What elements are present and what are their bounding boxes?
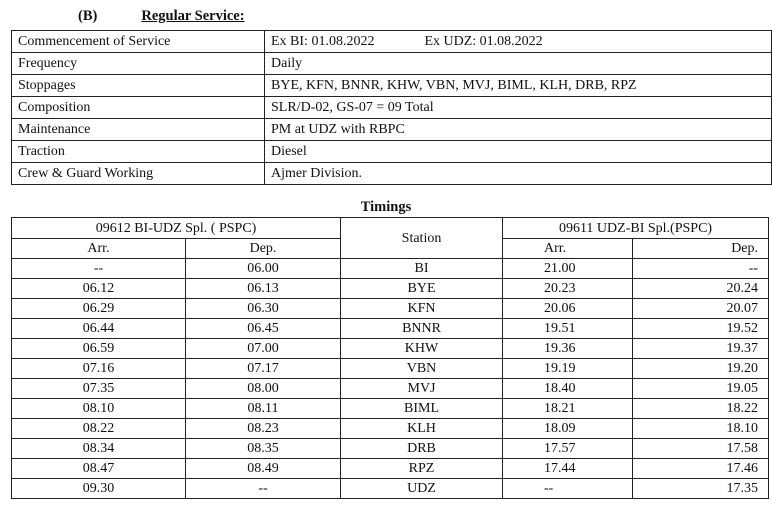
left-arr-cell: -- — [12, 259, 186, 279]
right-dep-cell: 20.24 — [633, 279, 769, 299]
left-dep-cell: 08.11 — [186, 399, 341, 419]
table-row — [12, 359, 769, 379]
left-dep-cell: 06.00 — [186, 259, 341, 279]
row-key: Composition — [12, 97, 265, 119]
left-train-header: 09612 BI-UDZ Spl. ( PSPC) — [12, 218, 341, 239]
station-cell: MVJ — [341, 379, 503, 399]
right-train-header: 09611 UDZ-BI Spl.(PSPC) — [503, 218, 769, 239]
right-arr-header: Arr. — [503, 239, 633, 259]
commencement-to: Ex UDZ: 01.08.2022 — [424, 33, 543, 49]
right-dep-cell: 17.58 — [633, 439, 769, 459]
station-cell: DRB — [341, 439, 503, 459]
right-arr-cell: 19.19 — [503, 359, 633, 379]
section-title: Regular Service: — [141, 8, 245, 24]
station-header: Station — [341, 218, 503, 259]
left-arr-cell: 06.12 — [12, 279, 186, 299]
right-dep-cell: 19.20 — [633, 359, 769, 379]
row-value: BYE, KFN, BNNR, KHW, VBN, MVJ, BIML, KLH, DRB, RPZ — [265, 75, 772, 97]
left-dep-cell: 08.23 — [186, 419, 341, 439]
right-dep-cell: 18.10 — [633, 419, 769, 439]
left-arr-cell: 08.22 — [12, 419, 186, 439]
table-row — [12, 379, 769, 399]
right-arr-cell: 19.36 — [503, 339, 633, 359]
right-arr-cell: 17.44 — [503, 459, 633, 479]
left-arr-cell: 06.59 — [12, 339, 186, 359]
left-dep-cell: 07.17 — [186, 359, 341, 379]
right-dep-header: Dep. — [633, 239, 769, 259]
table-row — [12, 31, 772, 53]
table-row — [12, 75, 772, 97]
section-label: (B) — [78, 8, 98, 24]
right-arr-cell: 18.40 — [503, 379, 633, 399]
left-dep-cell: 07.00 — [186, 339, 341, 359]
right-dep-cell: 18.22 — [633, 399, 769, 419]
right-arr-cell: 19.51 — [503, 319, 633, 339]
table-row — [12, 299, 769, 319]
right-arr-cell: 21.00 — [503, 259, 633, 279]
row-key: Commencement of Service — [12, 31, 265, 53]
table-row — [12, 259, 769, 279]
row-key: Traction — [12, 141, 265, 163]
table-row — [12, 339, 769, 359]
table-row — [12, 141, 772, 163]
station-cell: UDZ — [341, 479, 503, 499]
left-arr-cell: 07.16 — [12, 359, 186, 379]
station-cell: BNNR — [341, 319, 503, 339]
station-cell: RPZ — [341, 459, 503, 479]
station-cell: BIML — [341, 399, 503, 419]
left-arr-cell: 06.29 — [12, 299, 186, 319]
table-row — [12, 319, 769, 339]
left-arr-cell: 08.47 — [12, 459, 186, 479]
table-row — [12, 53, 772, 75]
right-arr-cell: 18.21 — [503, 399, 633, 419]
section-heading — [78, 8, 245, 25]
timings-table — [11, 217, 769, 499]
left-dep-cell: 08.00 — [186, 379, 341, 399]
left-arr-cell: 06.44 — [12, 319, 186, 339]
right-dep-cell: 17.35 — [633, 479, 769, 499]
station-cell: KLH — [341, 419, 503, 439]
left-dep-header: Dep. — [186, 239, 341, 259]
timings-title: Timings — [360, 199, 412, 215]
left-dep-cell: 06.13 — [186, 279, 341, 299]
table-row — [12, 479, 769, 499]
table-header-row — [12, 218, 769, 239]
row-value — [265, 31, 772, 53]
right-dep-cell: 19.37 — [633, 339, 769, 359]
right-dep-cell: -- — [633, 259, 769, 279]
table-row — [12, 419, 769, 439]
row-value: PM at UDZ with RBPC — [265, 119, 772, 141]
commencement-from: Ex BI: 01.08.2022 — [271, 33, 375, 49]
right-arr-cell: -- — [503, 479, 633, 499]
right-dep-cell: 19.05 — [633, 379, 769, 399]
table-row — [12, 399, 769, 419]
table-row — [12, 439, 769, 459]
table-row — [12, 119, 772, 141]
station-cell: BI — [341, 259, 503, 279]
row-key: Maintenance — [12, 119, 265, 141]
left-dep-cell: 08.35 — [186, 439, 341, 459]
row-key: Crew & Guard Working — [12, 163, 265, 185]
left-arr-cell: 08.10 — [12, 399, 186, 419]
right-dep-cell: 19.52 — [633, 319, 769, 339]
right-dep-cell: 17.46 — [633, 459, 769, 479]
right-arr-cell: 17.57 — [503, 439, 633, 459]
right-arr-cell: 18.09 — [503, 419, 633, 439]
left-arr-cell: 07.35 — [12, 379, 186, 399]
service-details-table — [11, 30, 772, 185]
table-row — [12, 97, 772, 119]
left-dep-cell: -- — [186, 479, 341, 499]
row-key: Frequency — [12, 53, 265, 75]
station-cell: KFN — [341, 299, 503, 319]
left-dep-cell: 06.30 — [186, 299, 341, 319]
station-cell: VBN — [341, 359, 503, 379]
left-dep-cell: 08.49 — [186, 459, 341, 479]
row-value: Daily — [265, 53, 772, 75]
station-cell: BYE — [341, 279, 503, 299]
right-arr-cell: 20.06 — [503, 299, 633, 319]
left-dep-cell: 06.45 — [186, 319, 341, 339]
row-value: SLR/D-02, GS-07 = 09 Total — [265, 97, 772, 119]
table-row — [12, 163, 772, 185]
row-value: Ajmer Division. — [265, 163, 772, 185]
row-key: Stoppages — [12, 75, 265, 97]
station-cell: KHW — [341, 339, 503, 359]
right-arr-cell: 20.23 — [503, 279, 633, 299]
table-row — [12, 279, 769, 299]
left-arr-header: Arr. — [12, 239, 186, 259]
left-arr-cell: 08.34 — [12, 439, 186, 459]
left-arr-cell: 09.30 — [12, 479, 186, 499]
timing-rows — [12, 259, 769, 499]
row-value: Diesel — [265, 141, 772, 163]
table-row — [12, 459, 769, 479]
right-dep-cell: 20.07 — [633, 299, 769, 319]
